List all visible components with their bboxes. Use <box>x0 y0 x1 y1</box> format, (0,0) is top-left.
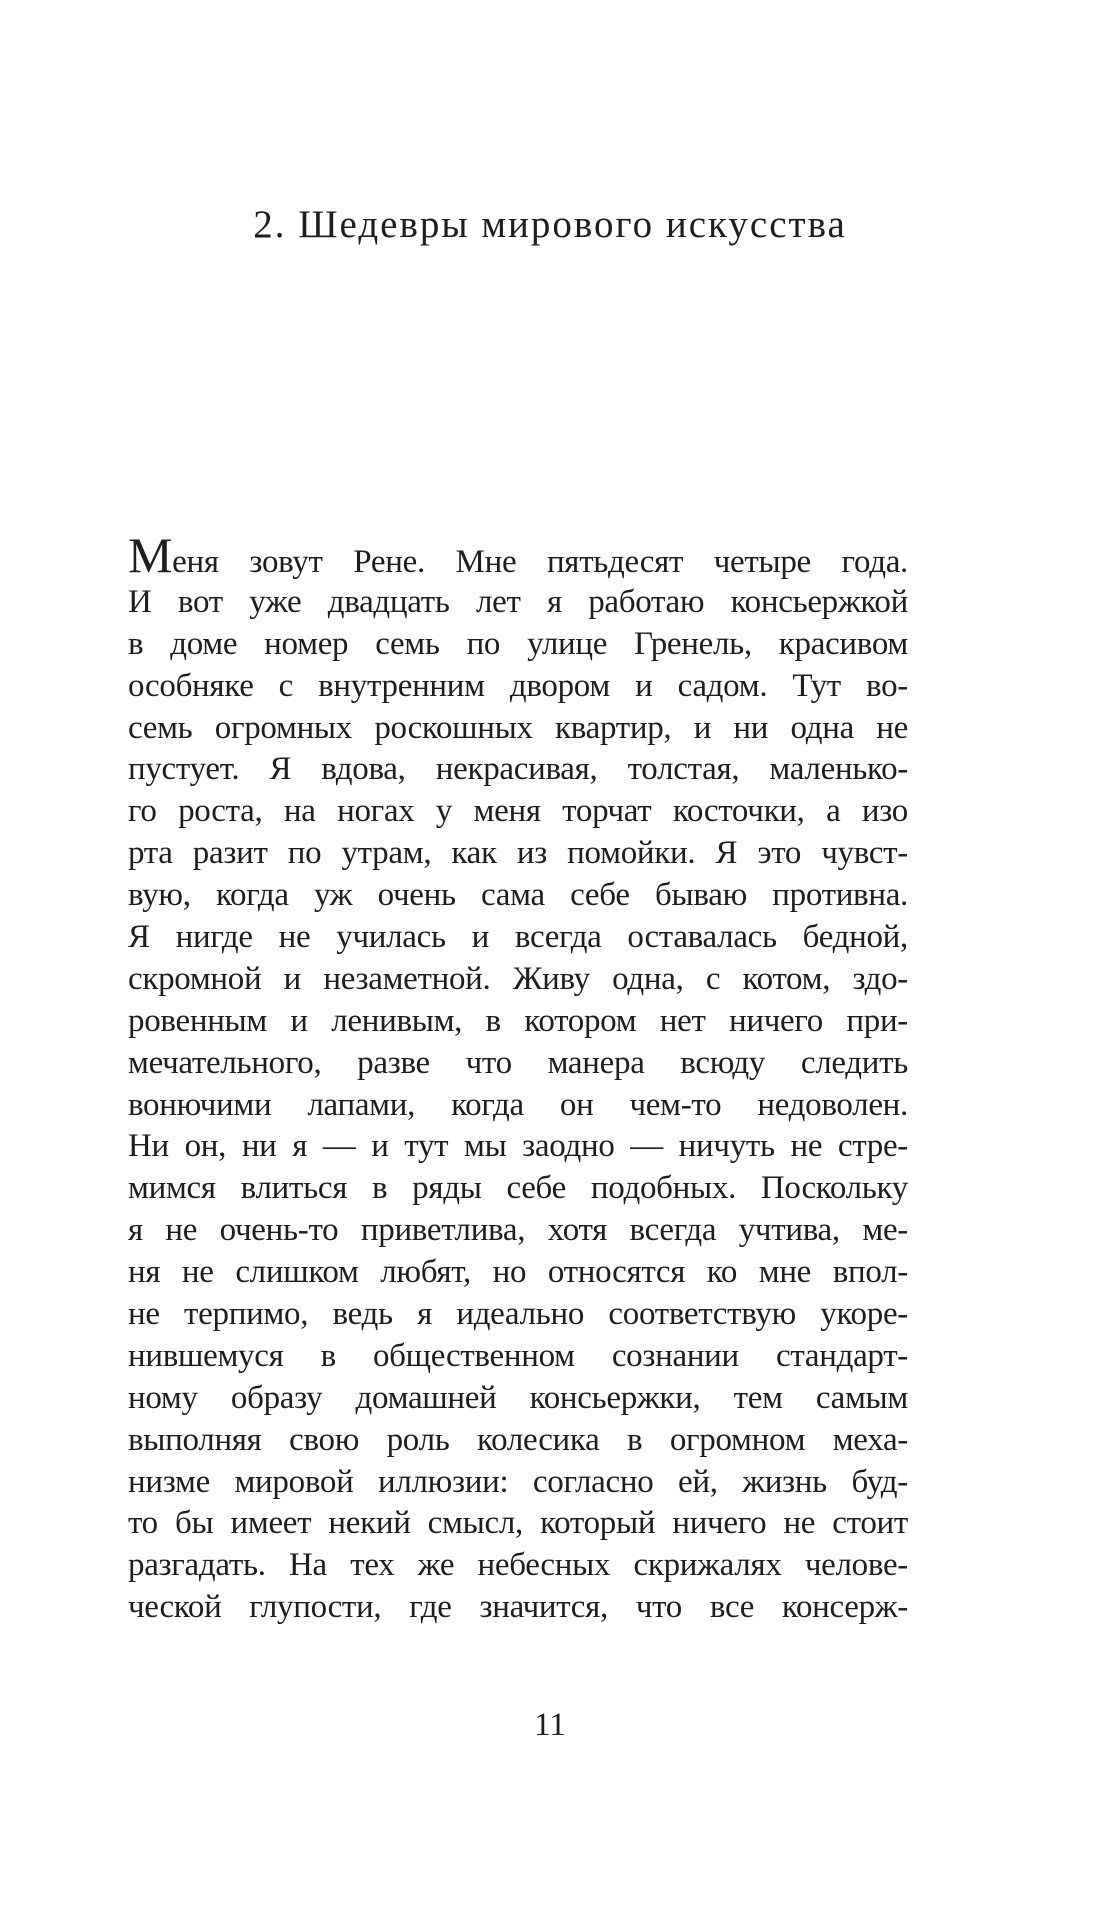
text-line: пустует. Я вдова, некрасивая, толстая, маленько- <box>128 751 908 788</box>
text-line: выполняя свою роль колесика в огромном меха- <box>128 1421 908 1458</box>
text-line: нившемуся в общественном сознании стандарт- <box>128 1337 908 1374</box>
text-line: низме мировой иллюзии: согласно ей, жизнь буд- <box>128 1463 908 1500</box>
text-line: разгадать. На тех же небесных скрижалях челове- <box>128 1547 908 1584</box>
text-line: ня не слишком любят, но относятся ко мне впол- <box>128 1254 908 1291</box>
text-line: мимся влиться в ряды себе подобных. Поскольку <box>128 1170 908 1207</box>
text-line: скромной и незаметной. Живу одна, с котом, здо- <box>128 960 908 997</box>
text-line: го роста, на ногах у меня торчат косточки, а изо <box>128 793 908 830</box>
page-number: 11 <box>534 1707 566 1743</box>
chapter-title: 2. Шедевры мирового искусства <box>253 203 847 246</box>
text-line: И вот уже двадцать лет я работаю консьержкой <box>128 583 908 620</box>
text-line: вую, когда уж очень сама себе бываю противна. <box>128 877 908 914</box>
text-line: не терпимо, ведь я идеально соответствую укоре- <box>128 1296 908 1333</box>
text-line: особняке с внутренним двором и садом. Тут во- <box>128 667 908 704</box>
text-line: Ни он, ни я — и тут мы заодно — ничуть не стре- <box>128 1128 908 1165</box>
text-line: то бы имеет некий смысл, который ничего не стоит <box>128 1505 908 1542</box>
text-line: вонючими лапами, когда он чем-то недоволен. <box>128 1086 908 1123</box>
body-paragraph <box>128 527 908 1629</box>
text-line: рта разит по утрам, как из помойки. Я это чувст- <box>128 835 908 872</box>
first-line-text: еня зовут Рене. Мне пятьдесят четыре года. <box>172 544 908 580</box>
text-line: в доме номер семь по улице Гренель, красивом <box>128 625 908 662</box>
drop-cap: М <box>128 527 173 583</box>
text-line: Я нигде не училась и всегда оставалась бедной, <box>128 919 908 956</box>
text-line: ному образу домашней консьержки, тем самым <box>128 1379 908 1416</box>
text-line: мечательного, разве что манера всюду следить <box>128 1044 908 1081</box>
text-line: семь огромных роскошных квартир, и ни одна не <box>128 709 908 746</box>
text-line: я не очень-то приветлива, хотя всегда учтива, ме- <box>128 1212 908 1249</box>
text-line: ровенным и ленивым, в котором нет ничего при- <box>128 1002 908 1039</box>
text-line-first <box>128 527 908 583</box>
text-line: ческой глупости, где значится, что все консерж- <box>128 1589 908 1626</box>
